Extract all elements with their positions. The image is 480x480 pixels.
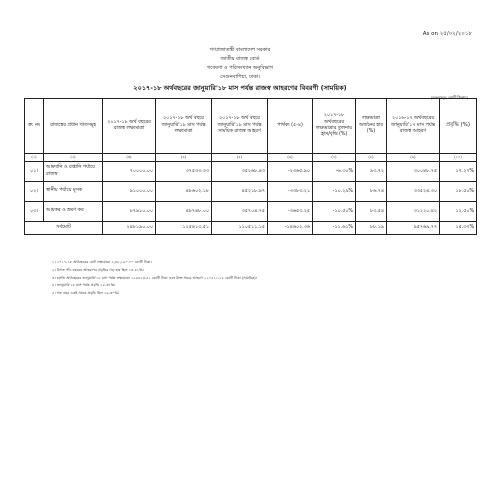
footnote: ৩। চলতি অর্থবছরের জানুয়ারি'১৮ মাস পর্যন্ত লক্ষ্যমাত্রা ১২৫৪১৩.৫১ কোটি টাকা এবং উক্ত সময়ে আহরণ ১১০৫১১.১৫ কোটি টাকা (সাময়িক)। (52, 275, 257, 280)
column-header: প্রবৃদ্ধি (%) (440, 99, 477, 154)
achievement-rate-cell: ৮৩.৫৪ (356, 202, 387, 222)
footnote: ২। বিগত পাঁচ বছরের আহরণের প্রবৃদ্ধির গড় হার ছিল ১৪.৪১%। (52, 267, 144, 272)
growth-cell: ১৭.২৭% (440, 162, 477, 182)
collection-cell: ৩৫২৬৮.৪৩ (212, 162, 268, 182)
table-row (25, 182, 477, 202)
total-achievement-rate: ৮৮.১৯ (356, 222, 387, 235)
prev-year-collection-cell: ৩৩৫২৪.৩০ (387, 182, 440, 202)
column-header: ২০১৭-১৮ অর্থ বছরের রাজস্ব লক্ষ্যমাত্রা (103, 99, 156, 154)
achievement-rate-cell: ৮৬.৭৪ (356, 182, 387, 202)
total-label: সর্বমোট (25, 222, 103, 235)
column-index: (৮) (356, 154, 387, 162)
column-header: ২০১৬-১৭ অর্থবছরের জানুয়ারি'১৭ মাস পর্যন্ত রাজস্ব আহরণ (387, 99, 440, 154)
column-header: ২০১৭-১৮ অর্থ বছরে জানুয়ারি'১৮ মাস পর্যন্ত লক্ষ্যমাত্রা (156, 99, 212, 154)
header-government: গণপ্রজাতন্ত্রী বাংলাদেশ সরকার (209, 47, 271, 53)
column-index: (৯) (387, 154, 440, 162)
column-index: (১০) (440, 154, 477, 162)
period-target-cell: ৪৮৭৪৮.০০ (156, 202, 212, 222)
change-percent-cell: -১০.২৯% (313, 182, 356, 202)
growth-cell: ১৮.৫০% (440, 182, 477, 202)
column-header: ২০১৭-১৮ অর্থবছরের লক্ষ্যমাত্রার তুলনায় হ্রাস/বৃদ্ধি (%) (313, 99, 356, 154)
revenue-table (24, 98, 477, 235)
column-index-row (25, 154, 477, 162)
column-header: রাজস্বের প্রধান খাতসমূহ (44, 99, 103, 154)
total-prev-year-collection: ৯৫৭৬৯.৭৭ (387, 222, 440, 235)
column-header: লক্ষ্যমাত্রা অর্জনের হার (%) (356, 99, 387, 154)
annual-target-cell: ৮৭৯১০.০০ (103, 202, 156, 222)
change-percent-cell: -৬.৩০% (313, 162, 356, 182)
header-address: সেগুনবাগিচা, ঢাকা। (219, 74, 261, 80)
table-row (25, 162, 477, 182)
column-index: (১) (25, 154, 44, 162)
column-header: ২০১৭-১৮ অর্থ বছরে জানুয়ারি'১৮ মাস পর্যন্ত সাময়িক রাজস্ব আহরণ (212, 99, 268, 154)
growth-cell: ১২.৫০% (440, 202, 477, 222)
column-index: (৭) (313, 154, 356, 162)
unit-note: (অংকসমূহ কোটি টাকায়) (430, 95, 468, 100)
collection-cell: ৪৫২১৮.৯৭ (212, 182, 268, 202)
total-period-target: ১২৫৪১৩.৫১ (156, 222, 212, 235)
table-row (25, 202, 477, 222)
column-index: (৫) (212, 154, 268, 162)
footnote: ৫। গত বছর একই সময়ে প্রবৃদ্ধি ছিল ১৯.৩০%। (52, 291, 120, 296)
serial-cell: ০৩। (25, 202, 44, 222)
total-difference: -১৪৬০২.৩৬ (268, 222, 313, 235)
revenue-head-cell: আয়কর ও ভ্রমণ কর (44, 202, 103, 222)
total-row (25, 222, 477, 235)
period-target-cell: ৩৭৫৩৩.৩৩ (156, 162, 212, 182)
revenue-head-cell: আমদানি ও রপ্তানি পর্যায়ে রাজস্ব (44, 162, 103, 182)
total-collection: ১১০৫১১.১৫ (212, 222, 268, 235)
difference-cell: -৩৬৫৩.২৫ (268, 202, 313, 222)
total-growth: ১৫.৩৭% (440, 222, 477, 235)
as-on-date: As on ২৫/০২/২০১৮ (422, 31, 472, 37)
column-index: (২) (44, 154, 103, 162)
column-header: ক্র: নং (25, 99, 44, 154)
total-annual-target: ২৪৮১৯০.০০ (103, 222, 156, 235)
difference-cell: -৩৩৮৩.২১ (268, 182, 313, 202)
header-board: জাতীয় রাজস্ব বোর্ড (220, 56, 260, 62)
footnotes (52, 259, 257, 298)
footnote: ৪। জানুয়ারি'১৮ মাস পর্যন্ত প্রবৃদ্ধি ১৫.৩৭%। (52, 283, 116, 288)
serial-cell: ০১। (25, 162, 44, 182)
document-title: ২০১৭-১৮ অর্থবছরের জানুয়ারি'১৮ মাস পর্যন্ত রাজস্ব আহরণের বিবরণী (সাময়িক) (133, 84, 347, 92)
prev-year-collection-cell: ৩০০৪৮.৭৫ (387, 162, 440, 182)
collection-cell: ৩৫৭০৪.৭৫ (212, 202, 268, 222)
prev-year-collection-cell: ৩১২২০.৪২ (387, 202, 440, 222)
header-wing: গবেষণা ও পরিসংখ্যান অনুবিভাগ (207, 65, 273, 71)
column-index: (৬) (268, 154, 313, 162)
column-index: (৩) (103, 154, 156, 162)
annual-target-cell: ৭০০০০.০০ (103, 162, 156, 182)
table-header-row (25, 99, 477, 154)
footnote: ১। ২০১৭-১৮ অর্থবছরের মোট লক্ষ্যমাত্রা ২,৪৮,১৯০.০০ কোটি টাকা। (52, 260, 152, 264)
column-header: পার্থক্য (৫-৪) (268, 99, 313, 154)
difference-cell: -২৩৬৫.৯০ (268, 162, 313, 182)
serial-cell: ০২। (25, 182, 44, 202)
achievement-rate-cell: ৯৩.৭২ (356, 162, 387, 182)
column-index: (৪) (156, 154, 212, 162)
total-change-percent: -১১.৬১% (313, 222, 356, 235)
period-target-cell: ৪৮৬০২.১৮ (156, 182, 212, 202)
annual-target-cell: ৯১০০০.০০ (103, 182, 156, 202)
change-percent-cell: -১০.৫০% (313, 202, 356, 222)
revenue-head-cell: স্থানীয় পর্যায়ে মূসক (44, 182, 103, 202)
